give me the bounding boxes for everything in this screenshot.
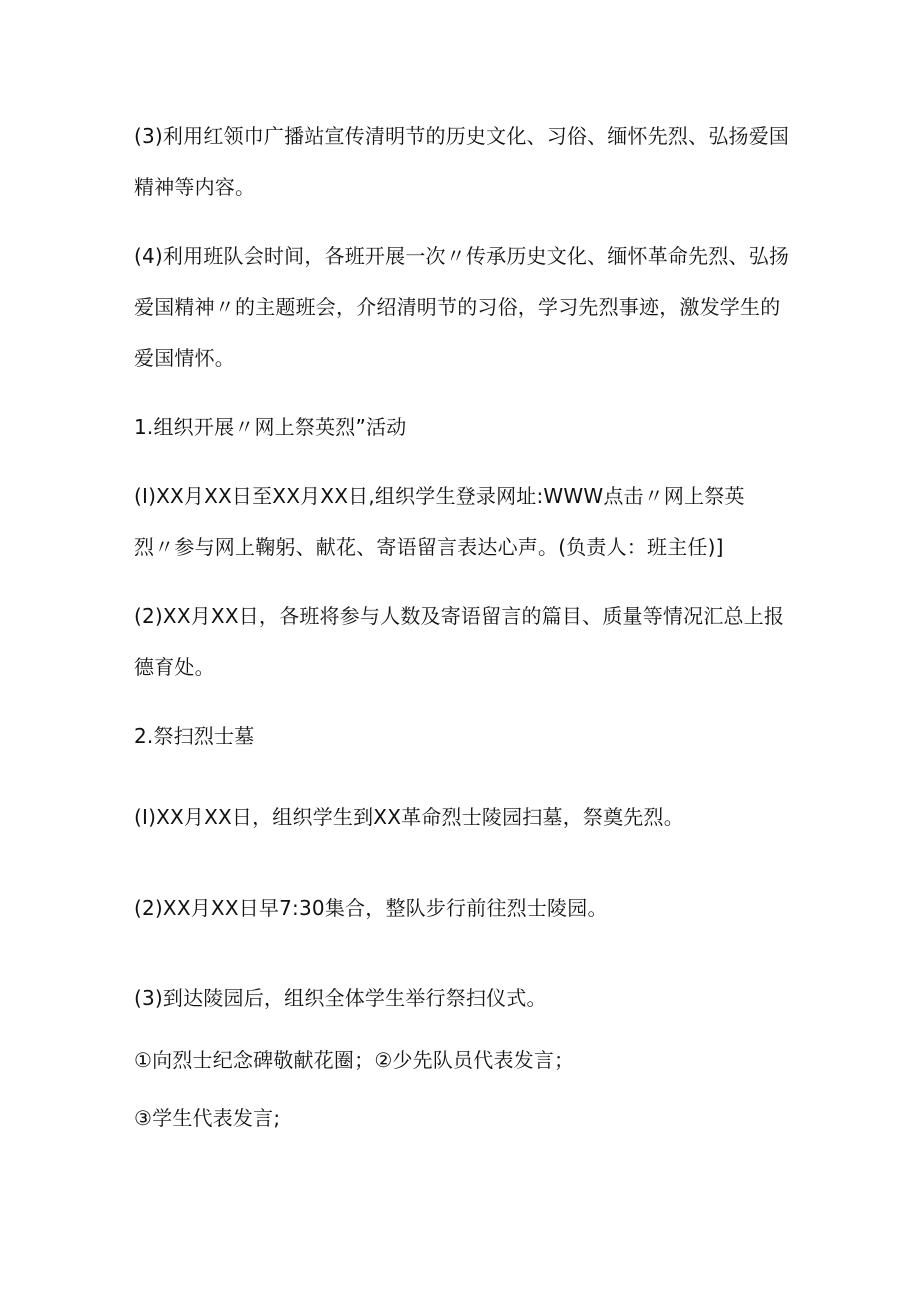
paragraph-line: (I)XX月XX日至XX月XX日,组织学生登录网址:WWW点击〃网上祭英 [134,484,745,508]
paragraph-ceremony-steps-2 [134,1093,794,1144]
paragraph-broadcast-station [134,111,794,213]
paragraph-cemetery-visit [134,792,794,843]
paragraph-ceremony [134,973,794,1024]
paragraph-line: 爱国精神〃的主题班会，介绍清明节的习俗，学习先烈事迹，激发学生的 [134,295,781,319]
paragraph-line: 精神等内容。 [134,175,256,199]
paragraph-line: 爱国情怀。 [134,346,235,370]
paragraph-assembly-time [134,883,794,934]
section-heading-line: 1.组织开展〃网上祭英烈”活动 [134,415,407,439]
paragraph-line: (2)XX月XX日早7:30集合，整队步行前往烈士陵园。 [134,896,608,920]
paragraph-line: (I)XX月XX日，组织学生到XX革命烈士陵园扫墓，祭奠先烈。 [134,805,684,829]
paragraph-line: (2)XX月XX日，各班将参与人数及寄语留言的篇目、质量等情况汇总上报 [134,604,785,628]
section-heading-online-tribute [134,402,794,453]
paragraph-online-login [134,471,794,573]
paragraph-line: 烈〃参与网上鞠躬、献花、寄语留言表达心声。(负责人：班主任)] [134,535,724,559]
paragraph-line: (3)到达陵园后，组织全体学生举行祭扫仪式。 [134,986,547,1010]
paragraph-line: (3)利用红领巾广播站宣传清明节的历史文化、习俗、缅怀先烈、弘扬爱国 [134,124,790,148]
paragraph-report-summary [134,591,794,693]
paragraph-line: 德育处。 [134,655,215,679]
section-heading-tomb-sweeping [134,711,794,762]
paragraph-ceremony-steps-1 [134,1035,794,1086]
paragraph-class-meeting [134,231,794,384]
paragraph-line: ①向烈士纪念碑敬献花圈；②少先队员代表发言； [134,1048,575,1072]
paragraph-line: (4)利用班队会时间，各班开展一次〃传承历史文化、缅怀革命先烈、弘扬 [134,244,790,268]
paragraph-line: ③学生代表发言; [134,1106,281,1130]
section-heading-line: 2.祭扫烈士墓 [134,724,255,748]
